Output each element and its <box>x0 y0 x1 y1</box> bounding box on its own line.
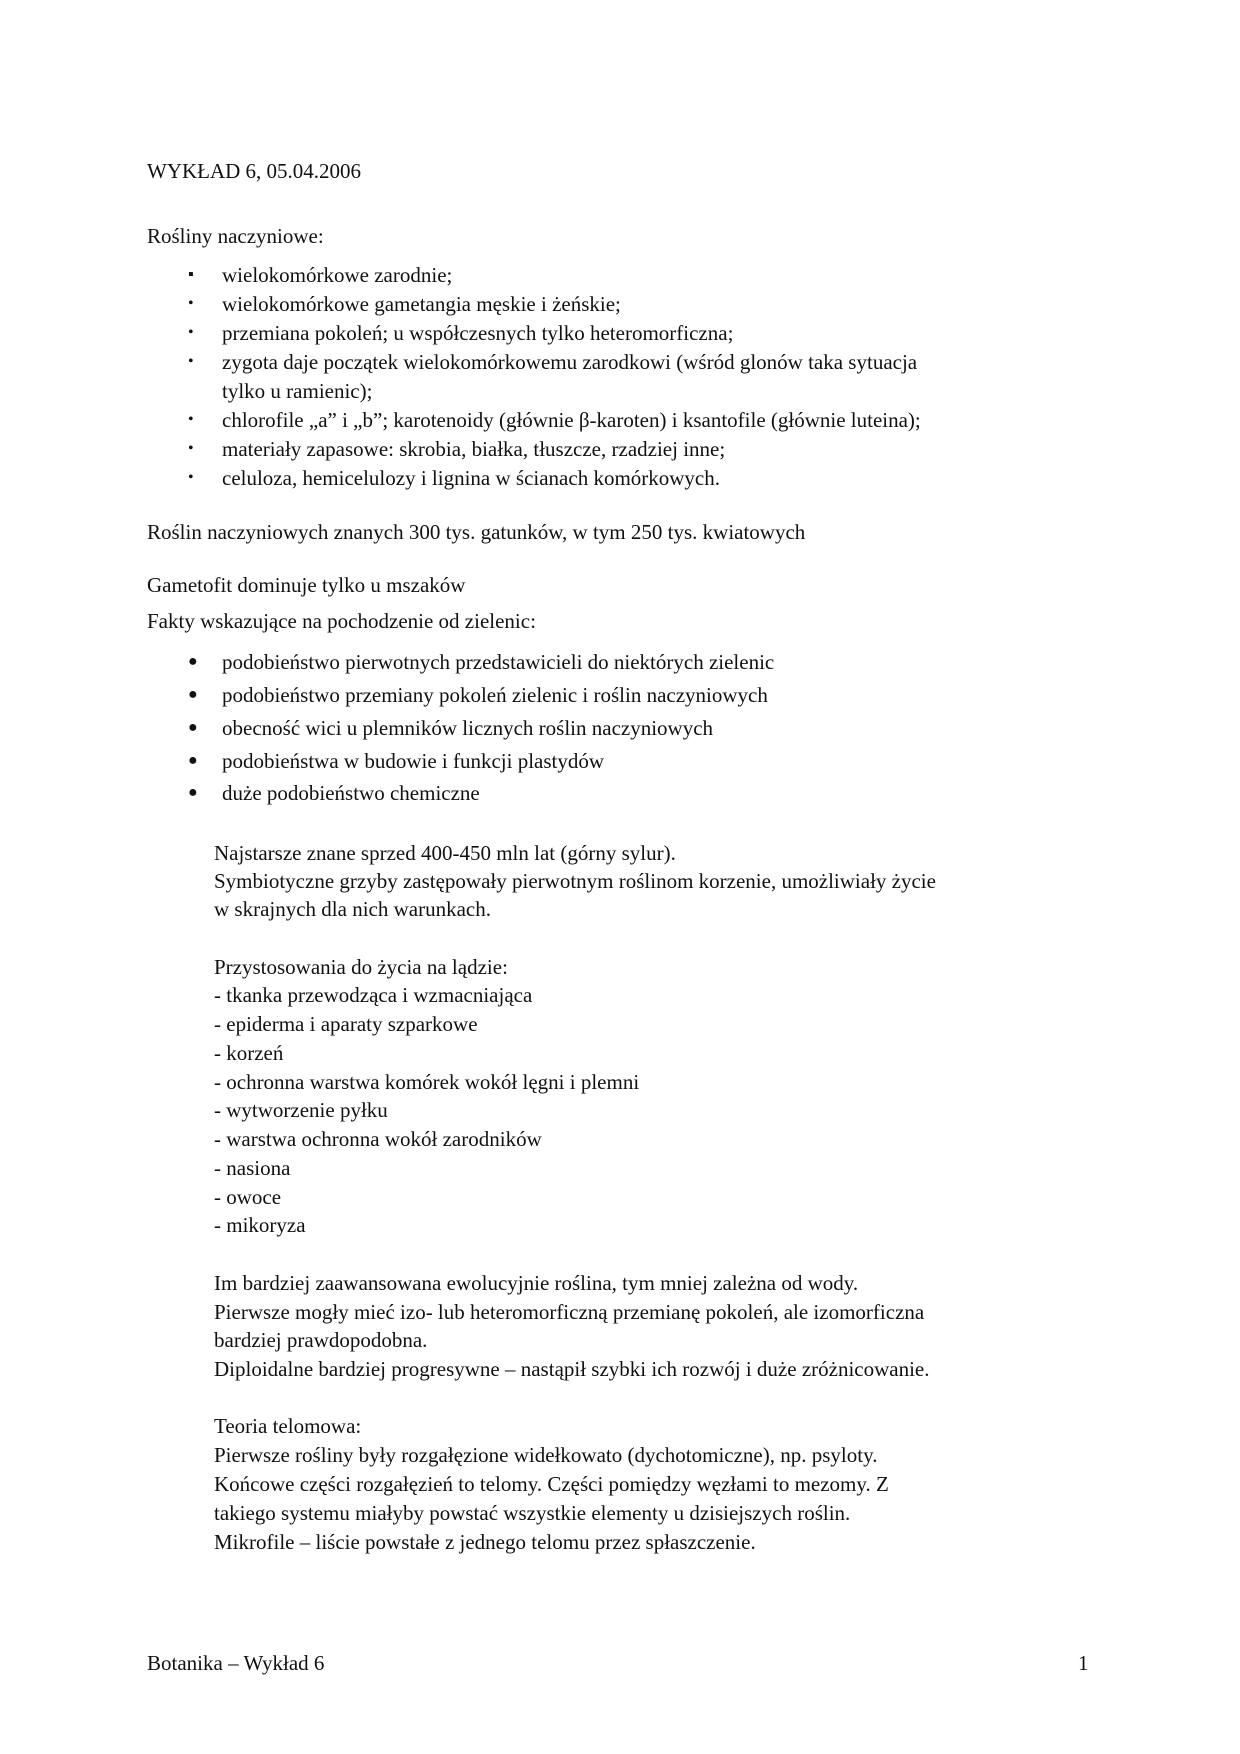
bullet-icon: ▪ <box>188 266 194 283</box>
paragraph: Gametofit dominuje tylko u mszaków <box>147 573 466 597</box>
bullet-icon: ● <box>188 686 198 703</box>
section-heading: Rośliny naczyniowe: <box>147 224 324 248</box>
list-item: - korzeń <box>214 1041 284 1065</box>
paragraph-line: Mikrofile – liście powstałe z jednego telomu przez spłaszczenie. <box>214 1530 756 1554</box>
list-item: - tkanka przewodząca i wzmacniająca <box>214 983 533 1007</box>
list-item: podobieństwo przemiany pokoleń zielenic i roślin naczyniowych <box>222 683 768 707</box>
section-heading: Teoria telomowa: <box>214 1414 362 1438</box>
list-item: obecność wici u plemników licznych roślin naczyniowych <box>222 716 714 740</box>
bullet-icon: • <box>188 324 194 341</box>
bullet-icon: ● <box>188 719 198 736</box>
list-item: zygota daje początek wielokomórkowemu zarodkowi (wśród glonów taka sytuacja <box>222 350 918 374</box>
list-item: wielokomórkowe gametangia męskie i żeńskie; <box>222 292 621 316</box>
paragraph-line: Pierwsze mogły mieć izo- lub heteromorficzną przemianę pokoleń, ale izomorficzna <box>214 1300 925 1324</box>
page-number: 1 <box>1078 1651 1089 1675</box>
list-item: - nasiona <box>214 1156 291 1180</box>
list-item: przemiana pokoleń; u współczesnych tylko heteromorficzna; <box>222 321 734 345</box>
paragraph-line: w skrajnych dla nich warunkach. <box>214 897 491 921</box>
bullet-icon: ● <box>188 752 198 769</box>
paragraph: Roślin naczyniowych znanych 300 tys. gatunków, w tym 250 tys. kwiatowych <box>147 520 806 544</box>
list-item: - ochronna warstwa komórek wokół lęgni i plemni <box>214 1070 640 1094</box>
paragraph-line: Pierwsze rośliny były rozgałęzione widełkowato (dychotomiczne), np. psyloty. <box>214 1443 878 1467</box>
bullet-icon: • <box>188 353 194 370</box>
list-item: duże podobieństwo chemiczne <box>222 781 480 805</box>
paragraph-line: Symbiotyczne grzyby zastępowały pierwotnym roślinom korzenie, umożliwiały życie <box>214 869 936 893</box>
list-item: - mikoryza <box>214 1213 306 1237</box>
bullet-icon: ● <box>188 653 198 670</box>
paragraph-line: Im bardziej zaawansowana ewolucyjnie roślina, tym mniej zależna od wody. <box>214 1271 859 1295</box>
list-item: celuloza, hemicelulozy i lignina w ścianach komórkowych. <box>222 466 721 490</box>
list-item: - epiderma i aparaty szparkowe <box>214 1012 478 1036</box>
bullet-icon: ● <box>188 784 198 801</box>
list-item: chlorofile „a” i „b”; karotenoidy (głównie β-karoten) i ksantofile (głównie luteina); <box>222 408 921 432</box>
list-item: materiały zapasowe: skrobia, białka, tłuszcze, rzadziej inne; <box>222 437 726 461</box>
list-item-continuation: tylko u ramienic); <box>222 379 373 403</box>
section-heading: Fakty wskazujące na pochodzenie od zielenic: <box>147 609 536 633</box>
document-title: WYKŁAD 6, 05.04.2006 <box>147 159 362 183</box>
bullet-icon: • <box>188 295 194 312</box>
paragraph-line: takiego systemu miałyby powstać wszystkie elementy u dzisiejszych roślin. <box>214 1501 851 1525</box>
section-heading: Przystosowania do życia na lądzie: <box>214 955 508 979</box>
list-item: - owoce <box>214 1185 282 1209</box>
bullet-icon: • <box>188 469 194 486</box>
bullet-icon: • <box>188 411 194 428</box>
bullet-icon: • <box>188 440 194 457</box>
paragraph-line: Diploidalne bardziej progresywne – nastąpił szybki ich rozwój i duże zróżnicowanie. <box>214 1357 930 1381</box>
list-item: - wytworzenie pyłku <box>214 1098 388 1122</box>
list-item: podobieństwo pierwotnych przedstawicieli do niektórych zielenic <box>222 650 775 674</box>
paragraph-line: Najstarsze znane sprzed 400-450 mln lat (górny sylur). <box>214 841 676 865</box>
paragraph-line: Końcowe części rozgałęzień to telomy. Części pomiędzy węzłami to mezomy. Z <box>214 1472 889 1496</box>
paragraph-line: bardziej prawdopodobna. <box>214 1328 428 1352</box>
list-item: podobieństwa w budowie i funkcji plastydów <box>222 749 605 773</box>
list-item: - warstwa ochronna wokół zarodników <box>214 1127 542 1151</box>
footer-title: Botanika – Wykład 6 <box>147 1651 325 1675</box>
list-item: wielokomórkowe zarodnie; <box>222 263 453 287</box>
